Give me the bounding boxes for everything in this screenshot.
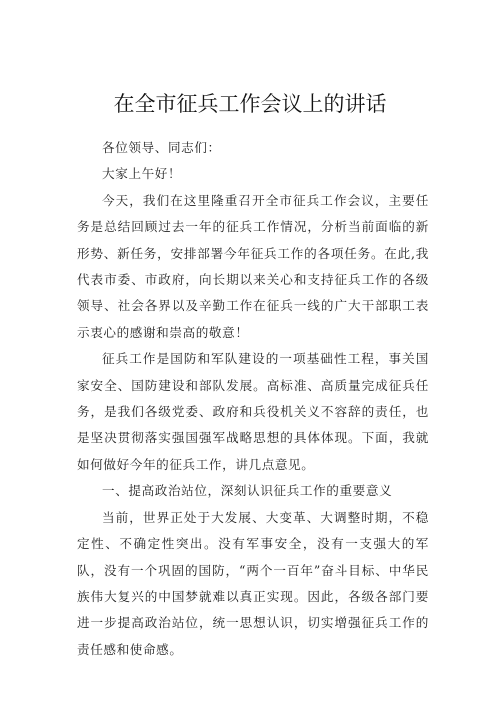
section-heading-1: 一、提高政治站位，深刻认识征兵工作的重要意义 [102, 483, 393, 499]
document-body [77, 135, 429, 663]
paragraph-current-situation: 当前，世界正处于大发展、大变革、大调整时期，不稳定性、不确定性突出。没有军事安全，没有一支强大的军队，没有一个巩固的国防，“两个一百年”奋斗目标、中华民族伟大复兴的中国梦就难以真正实现。因此，各级各部门要进一步提高政治站位，统一思想认识，切实增强征兵工作的责任感和使命感。 [77, 509, 429, 657]
greeting: 大家上午好！ [102, 166, 182, 182]
document-title: 在全市征兵工作会议上的讲话 [113, 92, 387, 116]
paragraph-importance: 征兵工作是国防和军队建设的一项基础性工程，事关国家安全、国防建设和部队发展。高标准、高质量完成征兵任务，是我们各级党委、政府和兵役机关义不容辞的责任，也是坚决贯彻落实强国强军战略思想的具体体现。下面，我就如何做好今年的征兵工作，讲几点意见。 [77, 351, 429, 472]
salutation: 各位领导、同志们： [102, 140, 221, 155]
paragraph-opening: 今天，我们在这里隆重召开全市征兵工作会议，主要任务是总结回顾过去一年的征兵工作情况，分析当前面临的新形势、新任务，安排部署今年征兵工作的各项任务。在此,我代表市委、市政府，向长期以来关心和支持征兵工作的各级领导、社会各界以及辛勤工作在征兵一线的广大干部职工表示衷心的感谢和崇高的敬意！ [77, 192, 429, 340]
